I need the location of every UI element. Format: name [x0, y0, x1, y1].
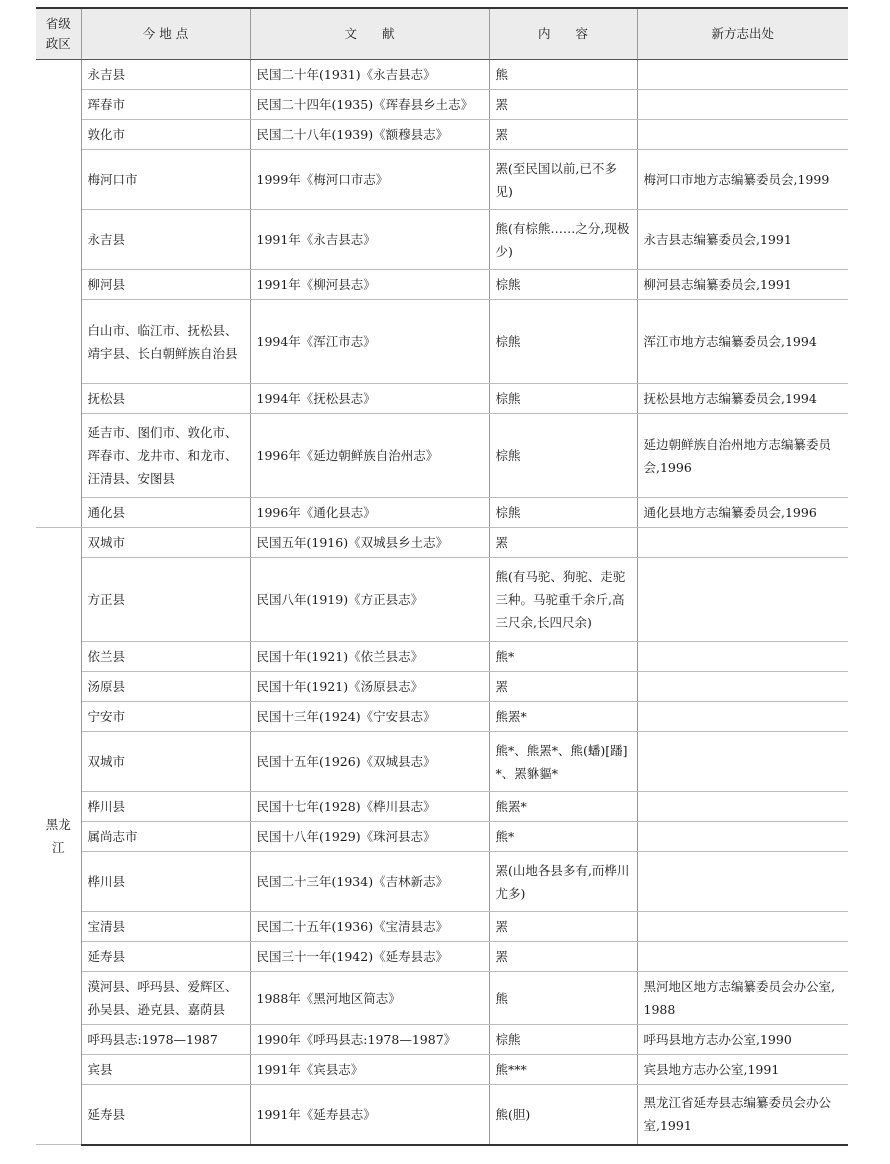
header-literature: 文 献 [250, 8, 489, 60]
table-row [36, 672, 848, 702]
cell-place: 珲春市 [81, 90, 250, 120]
cell-content: 棕熊 [489, 498, 637, 528]
table-row [36, 150, 848, 210]
cell-place: 敦化市 [81, 120, 250, 150]
header-content: 内 容 [489, 8, 637, 60]
cell-place: 属尚志市 [81, 822, 250, 852]
cell-source: 柳河县志编纂委员会,1991 [637, 270, 848, 300]
cell-source: 通化县地方志编纂委员会,1996 [637, 498, 848, 528]
cell-source: 宾县地方志办公室,1991 [637, 1055, 848, 1085]
cell-literature: 1994年《浑江市志》 [250, 300, 489, 384]
cell-content: 罴 [489, 528, 637, 558]
cell-literature: 1996年《延边朝鲜族自治州志》 [250, 414, 489, 498]
cell-source [637, 558, 848, 642]
cell-source [637, 60, 848, 90]
cell-content: 罴(山地各县多有,而桦川尤多) [489, 852, 637, 912]
cell-source [637, 732, 848, 792]
cell-place: 桦川县 [81, 852, 250, 912]
cell-literature: 民国十七年(1928)《桦川县志》 [250, 792, 489, 822]
cell-literature: 民国二十八年(1939)《额穆县志》 [250, 120, 489, 150]
cell-province [36, 60, 81, 528]
cell-content: 棕熊 [489, 414, 637, 498]
cell-place: 柳河县 [81, 270, 250, 300]
cell-content: 熊罴* [489, 702, 637, 732]
cell-place: 延吉市、图们市、敦化市、珲春市、龙井市、和龙市、汪清县、安图县 [81, 414, 250, 498]
cell-content: 熊(有马驼、狗驼、走驼三种。马驼重千余斤,高三尺余,长四尺余) [489, 558, 637, 642]
cell-source: 呼玛县地方志办公室,1990 [637, 1025, 848, 1055]
cell-place: 宝清县 [81, 912, 250, 942]
cell-content: 熊(有棕熊……之分,现极少) [489, 210, 637, 270]
header-source: 新方志出处 [637, 8, 848, 60]
cell-content: 罴 [489, 90, 637, 120]
cell-content: 罴 [489, 912, 637, 942]
table-header-row [36, 8, 848, 60]
cell-place: 漠河县、呼玛县、爱辉区、孙吴县、逊克县、嘉荫县 [81, 972, 250, 1025]
cell-place: 方正县 [81, 558, 250, 642]
cell-literature: 民国八年(1919)《方正县志》 [250, 558, 489, 642]
cell-content: 罴 [489, 120, 637, 150]
table-row [36, 384, 848, 414]
table-row [36, 732, 848, 792]
cell-literature: 民国十三年(1924)《宁安县志》 [250, 702, 489, 732]
table-row [36, 1025, 848, 1055]
table-row [36, 300, 848, 384]
cell-literature: 民国五年(1916)《双城县乡土志》 [250, 528, 489, 558]
cell-source [637, 90, 848, 120]
cell-source: 延边朝鲜族自治州地方志编纂委员会,1996 [637, 414, 848, 498]
table-row [36, 702, 848, 732]
cell-content: 熊*、熊罴*、熊(蟠)[蹯]*、罴貅貙* [489, 732, 637, 792]
cell-literature: 民国十五年(1926)《双城县志》 [250, 732, 489, 792]
cell-content: 熊 [489, 60, 637, 90]
cell-source: 浑江市地方志编纂委员会,1994 [637, 300, 848, 384]
cell-content: 罴(至民国以前,已不多见) [489, 150, 637, 210]
cell-content: 熊罴* [489, 792, 637, 822]
cell-literature: 1990年《呼玛县志:1978—1987》 [250, 1025, 489, 1055]
cell-literature: 1999年《梅河口市志》 [250, 150, 489, 210]
cell-content: 罴 [489, 942, 637, 972]
cell-source: 永吉县志编纂委员会,1991 [637, 210, 848, 270]
cell-place: 永吉县 [81, 210, 250, 270]
cell-source [637, 702, 848, 732]
cell-source [637, 642, 848, 672]
cell-literature: 民国二十四年(1935)《珲春县乡土志》 [250, 90, 489, 120]
cell-source [637, 942, 848, 972]
cell-literature: 1991年《永吉县志》 [250, 210, 489, 270]
table-row [36, 972, 848, 1025]
cell-literature: 1996年《通化县志》 [250, 498, 489, 528]
cell-place: 汤原县 [81, 672, 250, 702]
cell-place: 桦川县 [81, 792, 250, 822]
header-province: 省级政区 [36, 8, 81, 60]
cell-source [637, 792, 848, 822]
table-body [36, 60, 848, 1145]
cell-place: 宁安市 [81, 702, 250, 732]
cell-content: 熊 [489, 972, 637, 1025]
table-row [36, 822, 848, 852]
cell-place: 延寿县 [81, 1085, 250, 1145]
cell-source [637, 528, 848, 558]
cell-source [637, 822, 848, 852]
table-row [36, 912, 848, 942]
header-place: 今 地 点 [81, 8, 250, 60]
cell-province: 黑龙江 [36, 528, 81, 1145]
cell-content: 熊*** [489, 1055, 637, 1085]
table-row [36, 852, 848, 912]
table-row [36, 642, 848, 672]
cell-literature: 民国十八年(1929)《珠河县志》 [250, 822, 489, 852]
table-row [36, 1055, 848, 1085]
cell-source: 抚松县地方志编纂委员会,1994 [637, 384, 848, 414]
table-row [36, 942, 848, 972]
cell-literature: 民国十年(1921)《汤原县志》 [250, 672, 489, 702]
cell-place: 双城市 [81, 528, 250, 558]
cell-source [637, 120, 848, 150]
table-row [36, 210, 848, 270]
cell-source [637, 912, 848, 942]
cell-content: 熊* [489, 642, 637, 672]
cell-place: 宾县 [81, 1055, 250, 1085]
cell-literature: 1994年《抚松县志》 [250, 384, 489, 414]
cell-place: 双城市 [81, 732, 250, 792]
cell-place: 依兰县 [81, 642, 250, 672]
cell-literature: 民国三十一年(1942)《延寿县志》 [250, 942, 489, 972]
cell-place: 通化县 [81, 498, 250, 528]
table-row [36, 120, 848, 150]
cell-literature: 民国二十三年(1934)《吉林新志》 [250, 852, 489, 912]
cell-source: 黑龙江省延寿县志编纂委员会办公室,1991 [637, 1085, 848, 1145]
cell-source: 梅河口市地方志编纂委员会,1999 [637, 150, 848, 210]
table-row [36, 414, 848, 498]
cell-content: 棕熊 [489, 300, 637, 384]
gazetteer-table [36, 7, 848, 1146]
cell-literature: 1988年《黑河地区简志》 [250, 972, 489, 1025]
cell-place: 呼玛县志:1978—1987 [81, 1025, 250, 1055]
table-row [36, 270, 848, 300]
cell-literature: 1991年《延寿县志》 [250, 1085, 489, 1145]
cell-literature: 民国二十五年(1936)《宝清县志》 [250, 912, 489, 942]
table-row [36, 528, 848, 558]
gazetteer-table-container [36, 7, 848, 1146]
cell-content: 熊* [489, 822, 637, 852]
table-row [36, 498, 848, 528]
cell-place: 白山市、临江市、抚松县、靖宇县、长白朝鲜族自治县 [81, 300, 250, 384]
table-row [36, 1085, 848, 1145]
cell-place: 延寿县 [81, 942, 250, 972]
cell-source [637, 852, 848, 912]
table-row [36, 558, 848, 642]
cell-place: 抚松县 [81, 384, 250, 414]
cell-literature: 1991年《宾县志》 [250, 1055, 489, 1085]
table-row [36, 90, 848, 120]
table-row [36, 60, 848, 90]
cell-source [637, 672, 848, 702]
cell-literature: 民国十年(1921)《依兰县志》 [250, 642, 489, 672]
cell-content: 熊(胆) [489, 1085, 637, 1145]
cell-content: 罴 [489, 672, 637, 702]
table-row [36, 792, 848, 822]
cell-place: 永吉县 [81, 60, 250, 90]
cell-place: 梅河口市 [81, 150, 250, 210]
cell-content: 棕熊 [489, 384, 637, 414]
cell-content: 棕熊 [489, 1025, 637, 1055]
cell-content: 棕熊 [489, 270, 637, 300]
cell-literature: 1991年《柳河县志》 [250, 270, 489, 300]
cell-source: 黑河地区地方志编纂委员会办公室,1988 [637, 972, 848, 1025]
cell-literature: 民国二十年(1931)《永吉县志》 [250, 60, 489, 90]
